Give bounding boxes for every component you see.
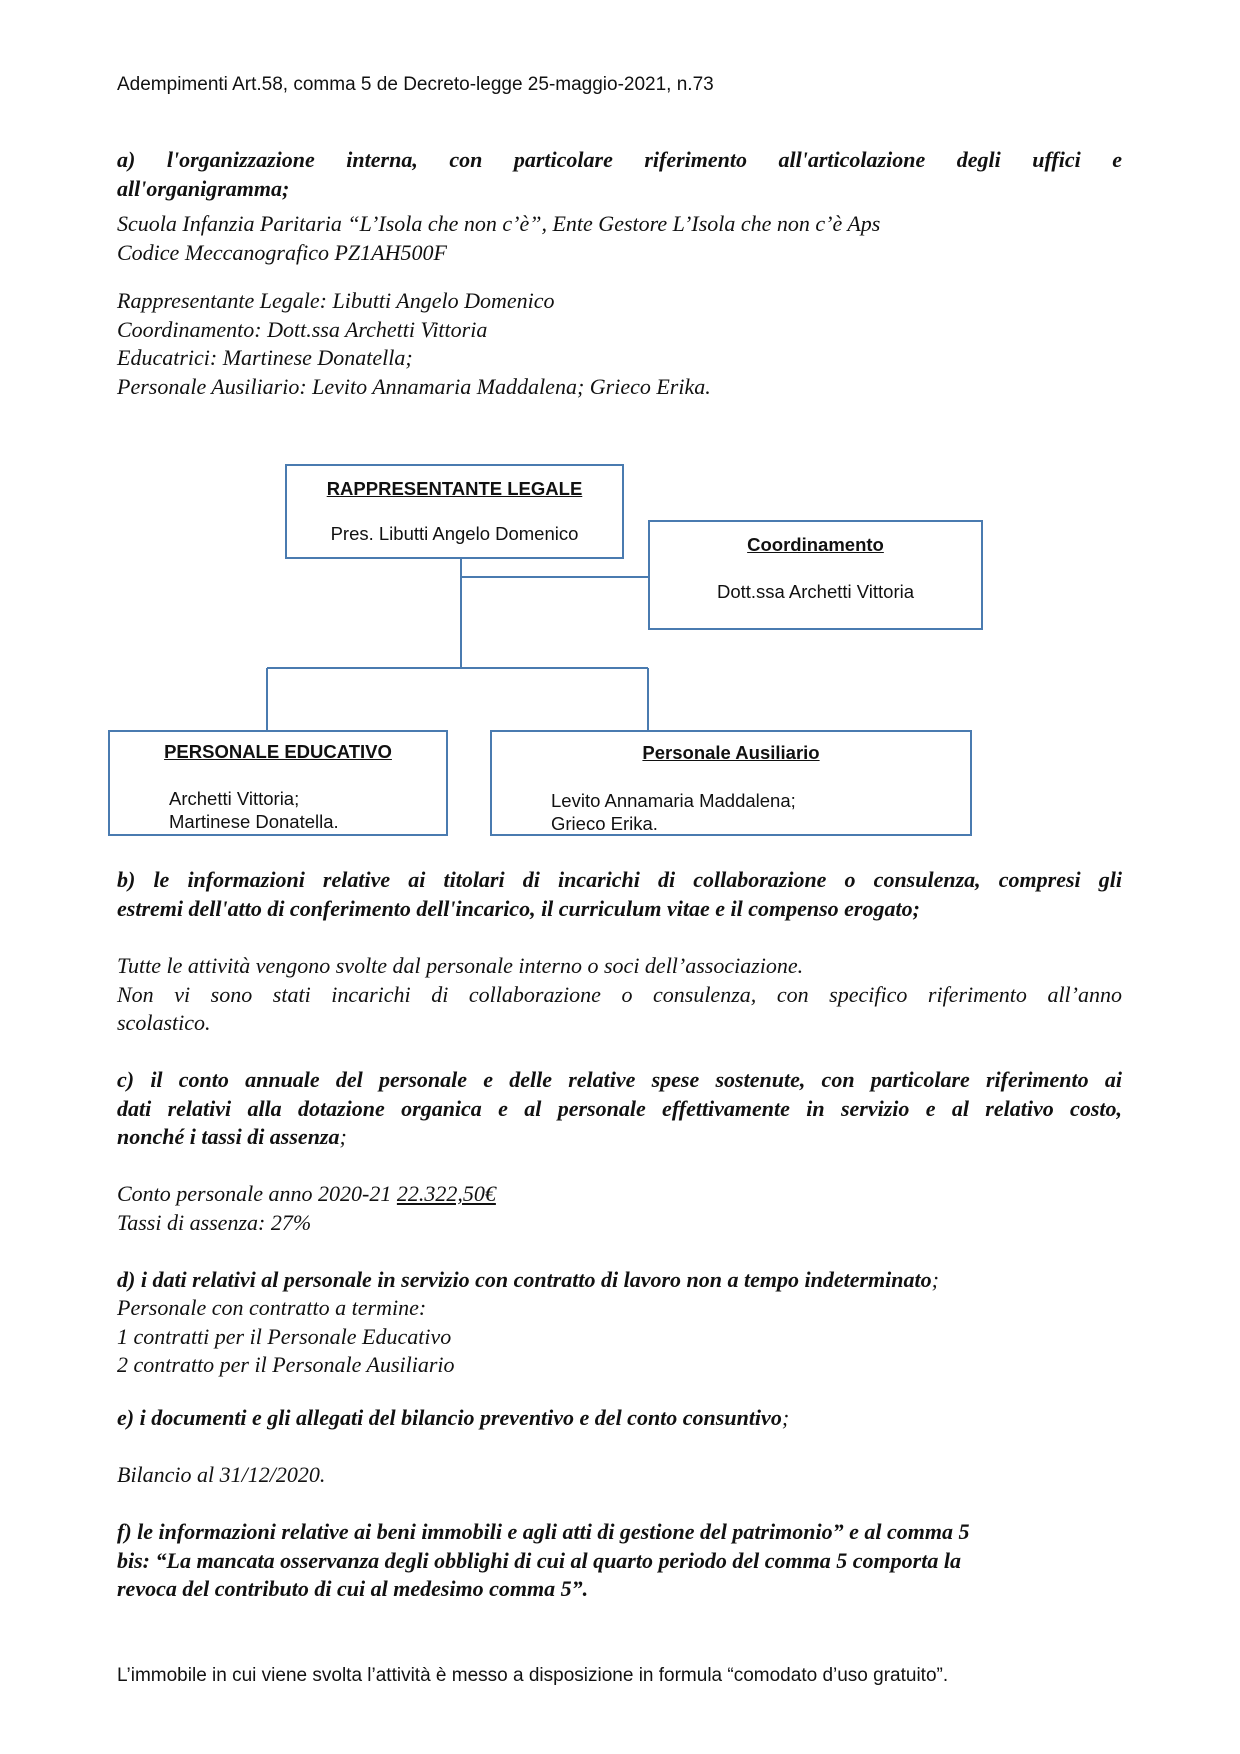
coordination-name: Dott.ssa Archetti Vittoria (716, 581, 915, 602)
personale-educativo-title: PERSONALE EDUCATIVO (164, 741, 392, 762)
section-b-text-line-1: Tutte le attività vengono svolte dal personale interno o soci dell’associazione. (117, 953, 804, 978)
section-f-line-1: f) le informazioni relative ai beni immobili e agli atti di gestione del patrimonio” e al comma 5 (117, 1519, 970, 1544)
cost-value: 22.322,50€ (396, 1181, 496, 1206)
section-e-title (117, 1404, 1122, 1433)
personale-ausiliario-title: Personale Ausiliario (642, 742, 820, 763)
contract-line: 2 contratto per il Personale Ausiliario (117, 1352, 455, 1377)
section-b-title-line-2: estremi dell'atto di conferimento dell'incarico, il curriculum vitae e il compenso erogato; (117, 895, 920, 921)
section-b-text-line-3: scolastico. (117, 1010, 211, 1035)
personale-ausiliario-box (490, 730, 972, 836)
ausiliario-name: Levito Annamaria Maddalena; (551, 790, 796, 811)
section-d-title-suffix: ; (931, 1267, 939, 1292)
section-d-title-text: d) i dati relativi al personale in servizio con contratto di lavoro non a tempo indeterminato (117, 1267, 932, 1292)
educativo-name: Martinese Donatella. (169, 811, 339, 832)
contract-line: Personale con contratto a termine: (117, 1295, 427, 1320)
section-a-title-line-1: a) l'organizzazione interna, con particolare riferimento all'articolazione degli uffici e (117, 147, 1122, 172)
ausiliario-name: Grieco Erika. (551, 813, 658, 834)
section-c-title-line-3-text: nonché i tassi di assenza (117, 1124, 340, 1149)
school-name: Scuola Infanzia Paritaria “L’Isola che non c’è”, Ente Gestore L’Isola che non c’è Aps (117, 211, 881, 236)
absence-rate: Tassi di assenza: 27% (117, 1209, 312, 1235)
document-footer: L’immobile in cui viene svolta l’attività è messo a disposizione in formula “comodato d’uso gratuito”. (117, 1665, 949, 1686)
contract-line: 1 contratti per il Personale Educativo (117, 1323, 452, 1349)
staff-item: Rappresentante Legale: Libutti Angelo Domenico (117, 288, 555, 313)
staff-item: Personale Ausiliario: Levito Annamaria Maddalena; Grieco Erika. (117, 373, 711, 399)
section-c-title-suffix: ; (339, 1124, 347, 1149)
coordination-box (648, 520, 983, 630)
section-e-title-line (117, 1404, 1122, 1433)
section-f-line-3: revoca del contributo di cui al medesimo comma 5”. (117, 1576, 589, 1601)
section-b-title-line-1: b) le informazioni relative ai titolari di incarichi di collaborazione o consulenza, compresi gli (117, 867, 1122, 892)
section-c-title-line-2: dati relativi alla dotazione organica e al personale effettivamente in servizio e al relativo costo, (117, 1095, 1122, 1121)
section-f-line-2: bis: “La mancata osservanza degli obblighi di cui al quarto periodo del comma 5 comporta la (117, 1547, 961, 1573)
section-e-text: Bilancio al 31/12/2020. (117, 1462, 326, 1487)
educativo-name: Archetti Vittoria; (169, 788, 300, 809)
section-d-title (117, 1266, 1122, 1295)
section-b-text (117, 952, 1122, 1038)
staff-item: Educatrici: Martinese Donatella; (117, 345, 413, 370)
section-a-title-line-2: all'organigramma; (117, 175, 290, 201)
section-e-title-suffix: ; (781, 1405, 790, 1430)
personale-educativo-box (108, 730, 448, 836)
document-header: Adempimenti Art.58, comma 5 de Decreto-legge 25-maggio-2021, n.73 (117, 74, 714, 95)
legal-representative-name: Pres. Libutti Angelo Domenico (330, 523, 579, 544)
personale-ausiliario-names (551, 789, 796, 835)
personale-educativo-names (169, 787, 339, 833)
section-f-text (117, 1518, 1122, 1604)
section-c-title (117, 1066, 1122, 1152)
section-e-title-text: e) i documenti e gli allegati del bilancio preventivo e del conto consuntivo (117, 1405, 782, 1430)
section-b-text-line-2: Non vi sono stati incarichi di collaborazione o consulenza, con specifico riferimento all’anno (117, 981, 1122, 1007)
cost-line (117, 1180, 1122, 1209)
section-d-text (117, 1294, 1122, 1380)
section-c-title-line-1: c) il conto annuale del personale e delle relative spese sostenute, con particolare riferimento ai (117, 1067, 1122, 1092)
legal-representative-box (285, 464, 624, 559)
section-c-title-line-3 (117, 1123, 1122, 1152)
coordination-title: Coordinamento (747, 534, 884, 555)
staff-item: Coordinamento: Dott.ssa Archetti Vittoria (117, 316, 488, 342)
section-c-text (117, 1180, 1122, 1237)
cost-label: Conto personale anno 2020-21 (117, 1181, 397, 1206)
section-d-title-line (117, 1266, 1122, 1295)
school-code: Codice Meccanografico PZ1AH500F (117, 239, 447, 265)
section-b-title (117, 866, 1122, 923)
legal-representative-title: RAPPRESENTANTE LEGALE (326, 478, 583, 499)
